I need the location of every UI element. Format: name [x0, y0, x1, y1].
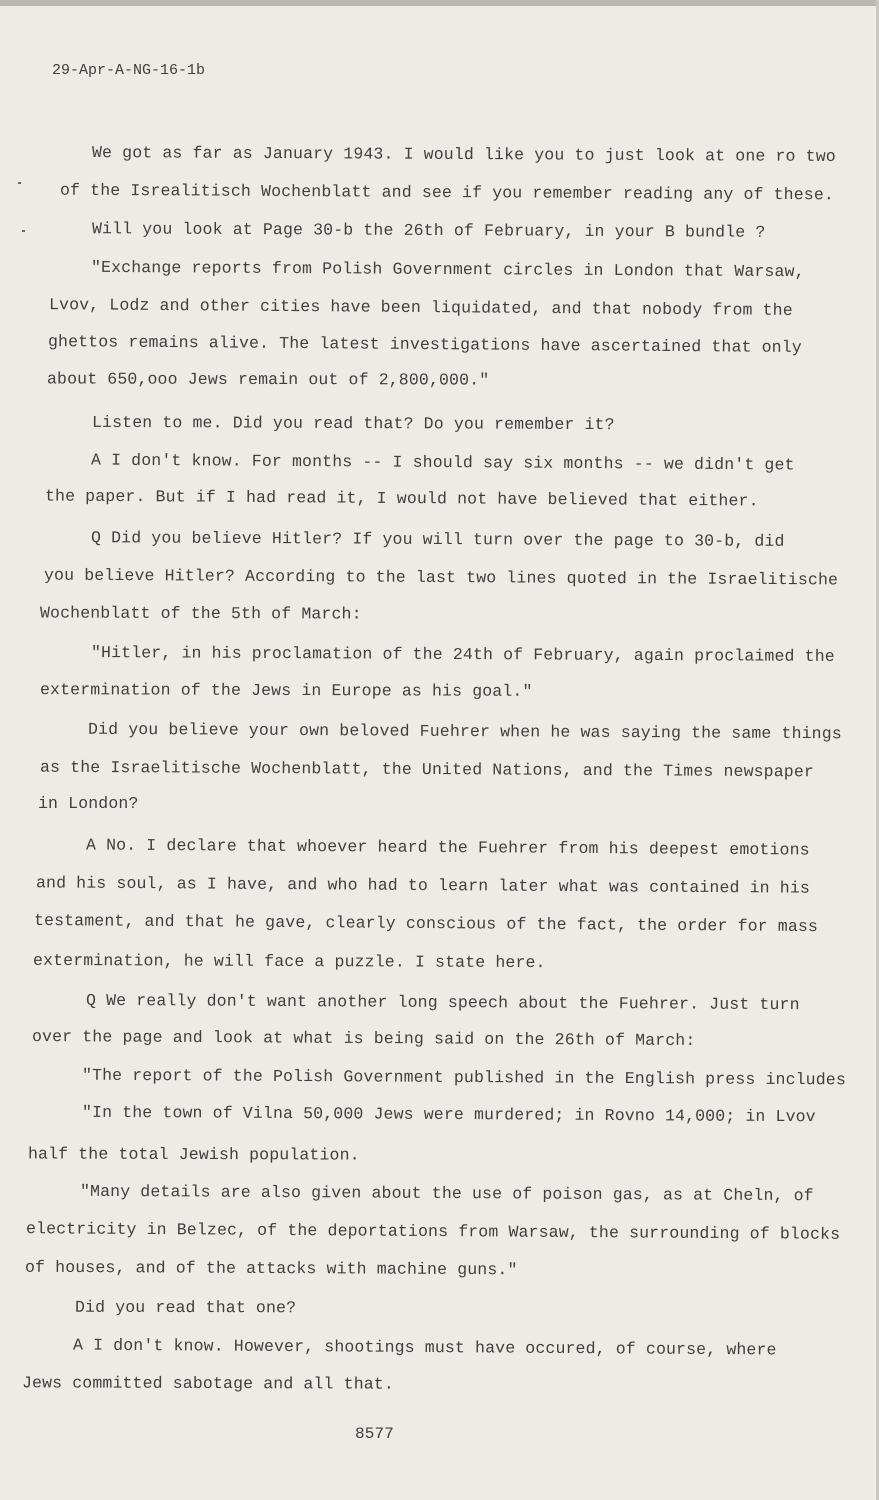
page-number: 8577 [355, 1425, 395, 1443]
text-line: Listen to me. Did you read that? Do you remember it? [91, 412, 615, 435]
answer-line: the paper. But if I had read it, I would not have believed that either. [44, 486, 759, 511]
question-line: in London? [38, 794, 139, 813]
question-line: you believe Hitler? According to the last two lines quoted in the Israelitische [43, 565, 839, 590]
answer-line: and his soul, as I have, and who had to learn later what was contained in his [35, 873, 811, 898]
quoted-line: of houses, and of the attacks with machine guns." [24, 1257, 518, 1280]
page-top-edge [0, 0, 879, 6]
answer-line: A I don't know. However, shootings must have occured, of course, where [72, 1335, 777, 1360]
question-line: Did you read that one? [74, 1297, 297, 1318]
quoted-line: about 650,ooo Jews remain out of 2,800,000." [46, 369, 490, 390]
question-line: Q Did you believe Hitler? If you will turn over the page to 30-b, did [90, 528, 785, 551]
document-reference: 29-Apr-A-NG-16-1b [52, 62, 206, 79]
quoted-line: Lvov, Lodz and other cities have been liquidated, and that nobody from the [48, 295, 793, 320]
question-line: Did you believe your own beloved Fuehrer when he was saying the same things [87, 719, 842, 744]
quoted-line: ghettos remains alive. The latest investigations have ascertained that only [47, 332, 802, 357]
margin-mark [22, 230, 25, 232]
margin-mark [18, 182, 21, 184]
answer-line: Jews committed sabotage and all that. [21, 1373, 394, 1394]
quoted-line: "Hitler, in his proclamation of the 24th of February, again proclaimed the [90, 643, 835, 666]
quoted-line: "In the town of Vilna 50,000 Jews were murdered; in Rovno 14,000; in Lvov [81, 1102, 816, 1127]
answer-line: A No. I declare that whoever heard the Fuehrer from his deepest emotions [85, 835, 810, 860]
quoted-line: electricity in Belzec, of the deportations from Warsaw, the surrounding of blocks [25, 1219, 841, 1244]
text-line: of the Isrealitisch Wochenblatt and see if you remember reading any of these. [59, 180, 835, 205]
quoted-line: half the total Jewish population. [27, 1144, 360, 1165]
question-line: over the page and look at what is being said on the 26th of March: [31, 1026, 696, 1051]
quoted-line: "The report of the Polish Government published in the English press includes [81, 1065, 846, 1090]
question-line: Q We really don't want another long speech about the Fuehrer. Just turn [85, 990, 800, 1015]
quoted-line: extermination of the Jews in Europe as his goal." [39, 680, 533, 701]
text-line: We got as far as January 1943. I would like you to just look at one ro two [91, 143, 836, 166]
answer-line: testament, and that he gave, clearly conscious of the fact, the order for mass [33, 910, 819, 937]
quoted-line: "Exchange reports from Polish Government circles in London that Warsaw, [90, 257, 805, 282]
question-line: as the Israelitische Wochenblatt, the United Nations, and the Times newspaper [39, 757, 815, 782]
answer-line: A I don't know. For months -- I should say six months -- we didn't get [90, 450, 795, 475]
quoted-line: "Many details are also given about the use of poison gas, as at Cheln, of [79, 1181, 814, 1206]
question-line: Wochenblatt of the 5th of March: [39, 603, 362, 624]
answer-line: extermination, he will face a puzzle. I state here. [32, 950, 546, 973]
text-line: Will you look at Page 30-b the 26th of February, in your B bundle ? [91, 219, 766, 242]
